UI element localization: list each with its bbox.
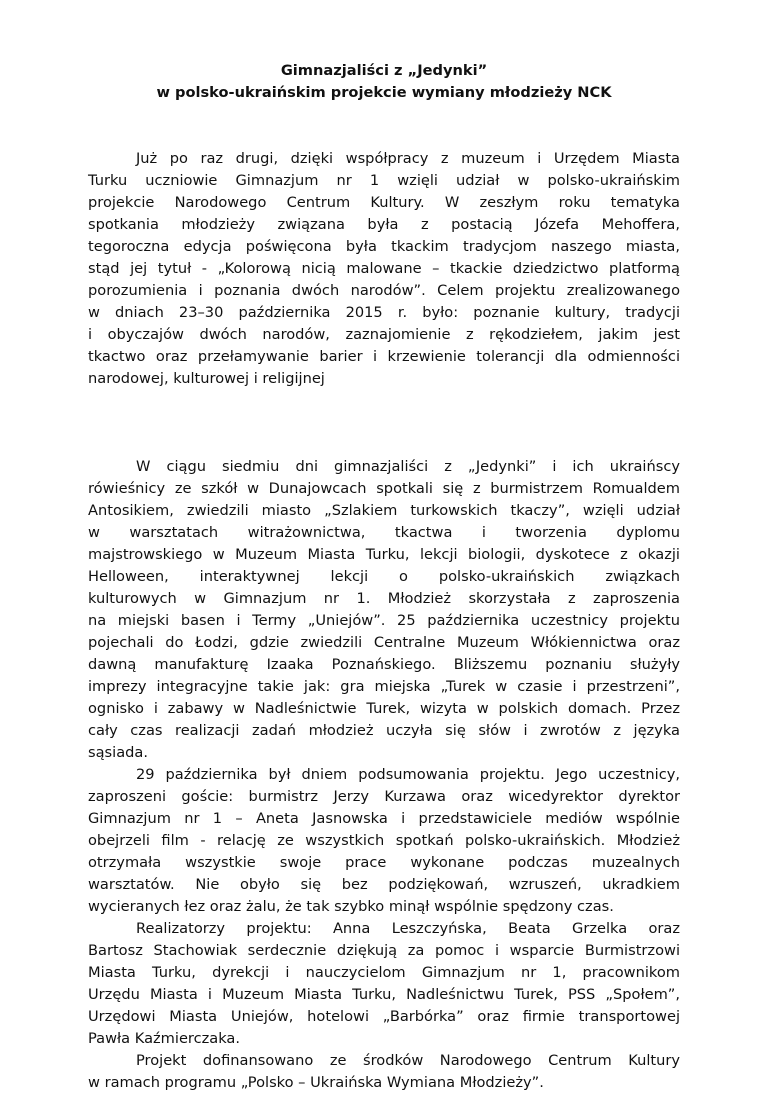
paragraph-line: stąd jej tytuł - „Kolorową nicią malowane – tkackie dziedzictwo platformą (88, 260, 680, 277)
paragraph-line: Gimnazjum nr 1 – Aneta Jasnowska i przedstawiciele mediów wspólnie (88, 810, 680, 827)
paragraph-line: cały czas realizacji zadań młodzież uczyła się słów i zwrotów z języka (88, 722, 680, 739)
paragraph-line: tegoroczna edycja poświęcona była tkackim tradycjom naszego miasta, (88, 238, 680, 255)
paragraph-line: sąsiada. (88, 744, 148, 761)
paragraph-line: 29 października był dniem podsumowania projektu. Jego uczestnicy, (136, 766, 680, 783)
paragraph-line: i obyczajów dwóch narodów, zaznajomienie z rękodziełem, jakim jest (88, 326, 680, 343)
paragraph-line: narodowej, kulturowej i religijnej (88, 370, 325, 387)
paragraph-line: Już po raz drugi, dzięki współpracy z muzeum i Urzędem Miasta (136, 150, 680, 167)
paragraph-line: w ramach programu „Polsko – Ukraińska Wymiana Młodzieży”. (88, 1074, 544, 1091)
paragraph-line: porozumienia i poznania dwóch narodów”. Celem projektu zrealizowanego (88, 282, 680, 299)
paragraph-1 (88, 148, 680, 390)
paragraph-line: projekcie Narodowego Centrum Kultury. W zeszłym roku tematyka (88, 194, 680, 211)
paragraph-line: rówieśnicy ze szkół w Dunajowcach spotkali się z burmistrzem Romualdem (88, 480, 680, 497)
paragraph-2 (88, 456, 680, 1094)
title-line: w polsko-ukraińskim projekcie wymiany młodzieży NCK (156, 84, 612, 101)
paragraph-line: wycieranych łez oraz żalu, że tak szybko minął wspólnie spędzony czas. (88, 898, 614, 915)
paragraph-line: Miasta Turku, dyrekcji i nauczycielom Gimnazjum nr 1, pracownikom (88, 964, 680, 981)
document-title (88, 60, 680, 104)
paragraph-line: warsztatów. Nie obyło się bez podziękowań, wzruszeń, ukradkiem (88, 876, 680, 893)
paragraph-line: Realizatorzy projektu: Anna Leszczyńska, Beata Grzelka oraz (136, 920, 680, 937)
paragraph-line: ognisko i zabawy w Nadleśnictwie Turek, wizyta w polskich domach. Przez (88, 700, 680, 717)
paragraph-line: Projekt dofinansowano ze środków Narodowego Centrum Kultury (136, 1052, 680, 1069)
paragraph-line: Urzędowi Miasta Uniejów, hotelowi „Barbórka” oraz firmie transportowej (88, 1008, 680, 1025)
paragraph-line: otrzymała wszystkie swoje prace wykonane podczas muzealnych (88, 854, 680, 871)
paragraph-line: obejrzeli film - relację ze wszystkich spotkań polsko-ukraińskich. Młodzież (88, 832, 680, 849)
paragraph-line: Helloween, interaktywnej lekcji o polsko-ukraińskich związkach (88, 568, 680, 585)
paragraph-line: kulturowych w Gimnazjum nr 1. Młodzież skorzystała z zaproszenia (88, 590, 680, 607)
paragraph-line: dawną manufakturę Izaaka Poznańskiego. Bliższemu poznaniu służyły (88, 656, 680, 673)
paragraph-line: imprezy integracyjne takie jak: gra miejska „Turek w czasie i przestrzeni”, (88, 678, 680, 695)
paragraph-line: Turku uczniowie Gimnazjum nr 1 wzięli udział w polsko-ukraińskim (88, 172, 680, 189)
paragraph-line: Urzędu Miasta i Muzeum Miasta Turku, Nadleśnictwu Turek, PSS „Społem”, (88, 986, 680, 1003)
paragraph-line: w dniach 23–30 października 2015 r. było: poznanie kultury, tradycji (88, 304, 680, 321)
paragraph-line: tkactwo oraz przełamywanie barier i krzewienie tolerancji dla odmienności (88, 348, 680, 365)
paragraph-line: Bartosz Stachowiak serdecznie dziękują za pomoc i wsparcie Burmistrzowi (88, 942, 680, 959)
paragraph-line: W ciągu siedmiu dni gimnazjaliści z „Jedynki” i ich ukraińscy (136, 458, 680, 475)
paragraph-line: Antosikiem, zwiedzili miasto „Szlakiem turkowskich tkaczy”, wzięli udział (88, 502, 680, 519)
paragraph-line: spotkania młodzieży związana była z postacią Józefa Mehoffera, (88, 216, 680, 233)
paragraph-line: pojechali do Łodzi, gdzie zwiedzili Centralne Muzeum Włókiennictwa oraz (88, 634, 680, 651)
title-line: Gimnazjaliści z „Jedynki” (280, 62, 488, 79)
paragraph-line: w warsztatach witrażownictwa, tkactwa i tworzenia dyplomu (88, 524, 680, 541)
paragraph-line: Pawła Kaźmierczaka. (88, 1030, 241, 1047)
paragraph-line: majstrowskiego w Muzeum Miasta Turku, lekcji biologii, dyskotece z okazji (88, 546, 680, 563)
paragraph-line: zaproszeni goście: burmistrz Jerzy Kurzawa oraz wicedyrektor dyrektor (88, 788, 680, 805)
paragraph-line: na miejski basen i Termy „Uniejów”. 25 października uczestnicy projektu (88, 612, 680, 629)
